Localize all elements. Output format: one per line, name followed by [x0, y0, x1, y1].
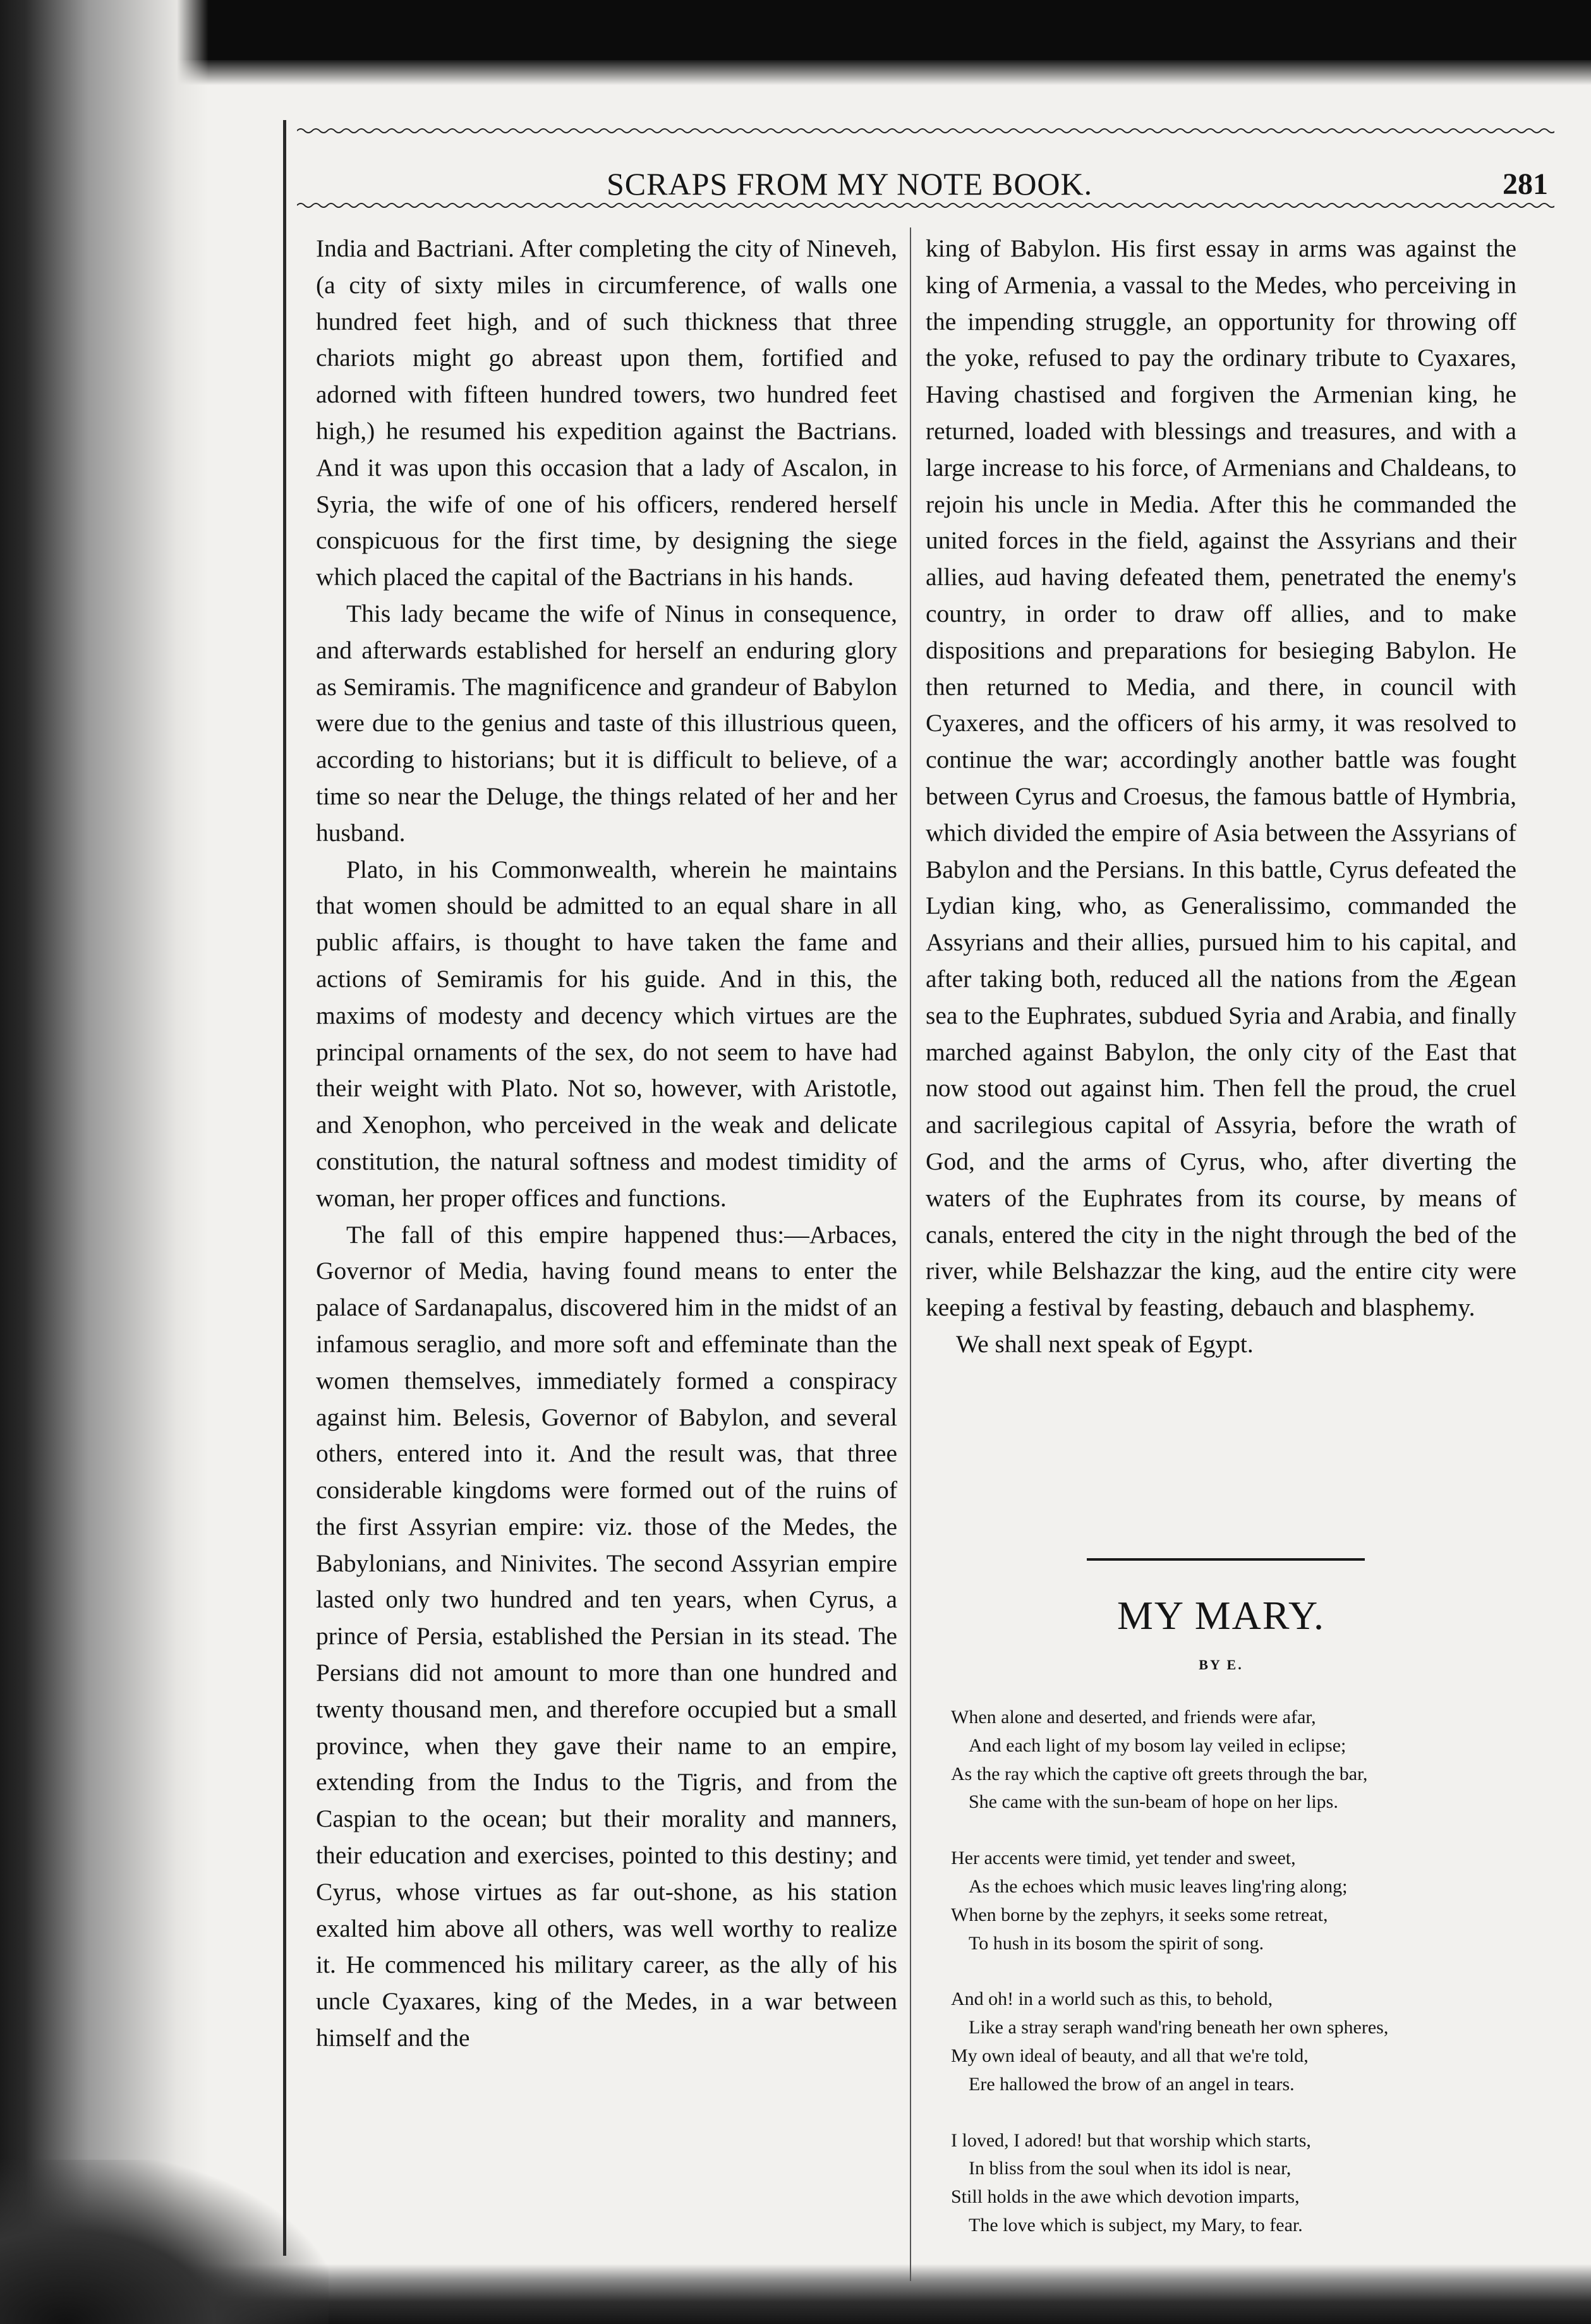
column-divider	[910, 227, 911, 2281]
poem-line: The love which is subject, my Mary, to fear.	[969, 2214, 1303, 2236]
page-gutter-line	[283, 120, 286, 2256]
poem-title: MY MARY.	[1117, 1593, 1325, 1638]
poem-line: As the ray which the captive oft greets through the bar,	[951, 1763, 1368, 1784]
right-column	[926, 231, 1516, 1363]
scan-corner-shadow	[0, 2160, 329, 2324]
header-bottom-rule	[297, 201, 1554, 210]
header-top-rule	[297, 126, 1554, 135]
poem-stanza	[951, 2127, 1520, 2240]
page-number: 281	[1503, 167, 1548, 201]
poem-stanza	[951, 1704, 1520, 1817]
poem-line: I loved, I adored! but that worship which starts,	[951, 2129, 1311, 2151]
running-title: SCRAPS FROM MY NOTE BOOK.	[607, 166, 1093, 202]
poem-line: When borne by the zephyrs, it seeks some retreat,	[951, 1904, 1328, 1925]
paragraph: We shall next speak of Egypt.	[956, 1329, 1254, 1358]
poem-line: Her accents were timid, yet tender and sweet,	[951, 1848, 1296, 1869]
scan-top-border	[0, 0, 1591, 60]
paragraph: This lady became the wife of Ninus in consequence, and afterwards established for herself an enduring glory as Semiramis. The magnificence and grandeur of Babylon were due to the genius and taste of this illustrious queen, according to historians; but it is difficult to believe, of a time so near the Deluge, the things related of her and her husband.	[316, 599, 897, 847]
poem-line: My own ideal of beauty, and all that we're told,	[951, 2045, 1309, 2066]
scan-left-border	[0, 0, 209, 2324]
poem-line: To hush in its bosom the spirit of song.	[969, 1932, 1264, 1954]
paragraph: The fall of this empire happened thus:—Arbaces, Governor of Media, having found means to enter the palace of Sardanapalus, discovered him in the midst of an infamous seraglio, and more soft and effeminate than the women themselves, immediately formed a conspiracy against him. Belesis, Governor of Babylon, and several others, entered into it. And the result was, that three considerable kingdoms were formed out of the ruins of the first Assyrian empire: viz. those of the Medes, the Babylonians, and Ninivites. The second Assyrian empire lasted only two hundred and ten years, when Cyrus, a prince of Persia, established the Persian in its stead. The Persians did not amount to more than one hundred and twenty thousand men, and therefore occupied but a small province, when they gave their name to an empire, extending from the Indus to the Tigris, and from the Caspian to the ocean; but their morality and manners, their education and exercises, pointed to this destiny; and Cyrus, whose virtues as far out-shone, as his station exalted him above all others, was well worthy to realize it. He commenced his military career, as the ally of his uncle Cyaxares, king of the Medes, in a war between himself and the	[316, 1220, 897, 2052]
poem-line: And oh! in a world such as this, to behold,	[951, 1988, 1273, 2010]
poem-stanza	[951, 1985, 1520, 2098]
poem-line: Ere hallowed the brow of an angel in tears.	[969, 2073, 1295, 2095]
poem-line: In bliss from the soul when its idol is near,	[969, 2158, 1292, 2179]
scan-top-shadow	[0, 60, 1591, 85]
paragraph: king of Babylon. His first essay in arms was against the king of Armenia, a vassal to the Medes, who perceiving in the impending struggle, an opportunity for throwing off the yoke, refused to pay the ordinary tribute to Cyaxares, Having chastised and forgiven the Armenian king, he returned, loaded with blessings and treasures, and with a large increase to his force, of Armenians and Chaldeans, to rejoin his uncle in Media. After this he commanded the united forces in the field, against the Assyrians and their allies, aud having defeated them, penetrated the enemy's country, in order to draw off allies, and to make dispositions and preparations for besieging Babylon. He then returned to Media, and there, in council with Cyaxeres, and the officers of his army, it was resolved to continue the war; accordingly another battle was fought between Cyrus and Croesus, the famous battle of Hymbria, which divided the empire of Asia between the Assyrians of Babylon and the Persians. In this battle, Cyrus defeated the Lydian king, who, as Generalissimo, commanded the Assyrians and their allies, pursued him to his capital, and after taking both, reduced all the nations from the Ægean sea to the Euphrates, subdued Syria and Arabia, and finally marched against Babylon, the only city of the East that now stood out against him. Then fell the proud, the cruel and sacrilegious capital of Assyria, before the wrath of God, and the arms of Cyrus, who, after diverting the waters of the Euphrates from its course, by means of canals, entered the city in the night through the bed of the river, while Belshazzar the king, aud the entire city were keeping a festival by feasting, debauch and blasphemy.	[926, 234, 1516, 1322]
poem-line: And each light of my bosom lay veiled in eclipse;	[969, 1734, 1346, 1756]
poem-stanza	[951, 1844, 1520, 1958]
poem-line: When alone and deserted, and friends were afar,	[951, 1707, 1316, 1728]
poem-line: Like a stray seraph wand'ring beneath her own spheres,	[969, 2017, 1389, 2038]
paragraph: India and Bactriani. After completing the city of Nineveh,(a city of sixty miles in circumference, of walls one hundred feet high, and of such thickness that three chariots might go abreast upon them, fortified and adorned with fifteen hundred towers, two hundred feet high,) he resumed his expedition against the Bactrians. And it was upon this occasion that a lady of Ascalon, in Syria, the wife of one of his officers, rendered herself conspicuous for the first time, by designing the siege which placed the capital of the Bactrians in his hands.	[316, 234, 897, 591]
poem-line: She came with the sun-beam of hope on her lips.	[969, 1791, 1338, 1813]
poem-separator-rule	[1087, 1558, 1365, 1561]
poem-line: Still holds in the awe which devotion imparts,	[951, 2186, 1300, 2208]
paragraph: Plato, in his Commonwealth, wherein he maintains that women should be admitted to an equal share in all public affairs, is thought to have taken the fame and actions of Semiramis for his guide. And in this, the maxims of modesty and decency which virtues are the principal ornaments of the sex, do not seem to have had their weight with Plato. Not so, however, with Aristotle, and Xenophon, who perceived in the weak and delicate constitution, the natural softness and modest timidity of woman, her proper offices and functions.	[316, 855, 897, 1212]
poem-line: As the echoes which music leaves ling'ring along;	[969, 1875, 1348, 1897]
poem-byline: BY E.	[1199, 1657, 1243, 1673]
left-column	[316, 231, 897, 2057]
poem-body	[951, 1704, 1520, 2268]
